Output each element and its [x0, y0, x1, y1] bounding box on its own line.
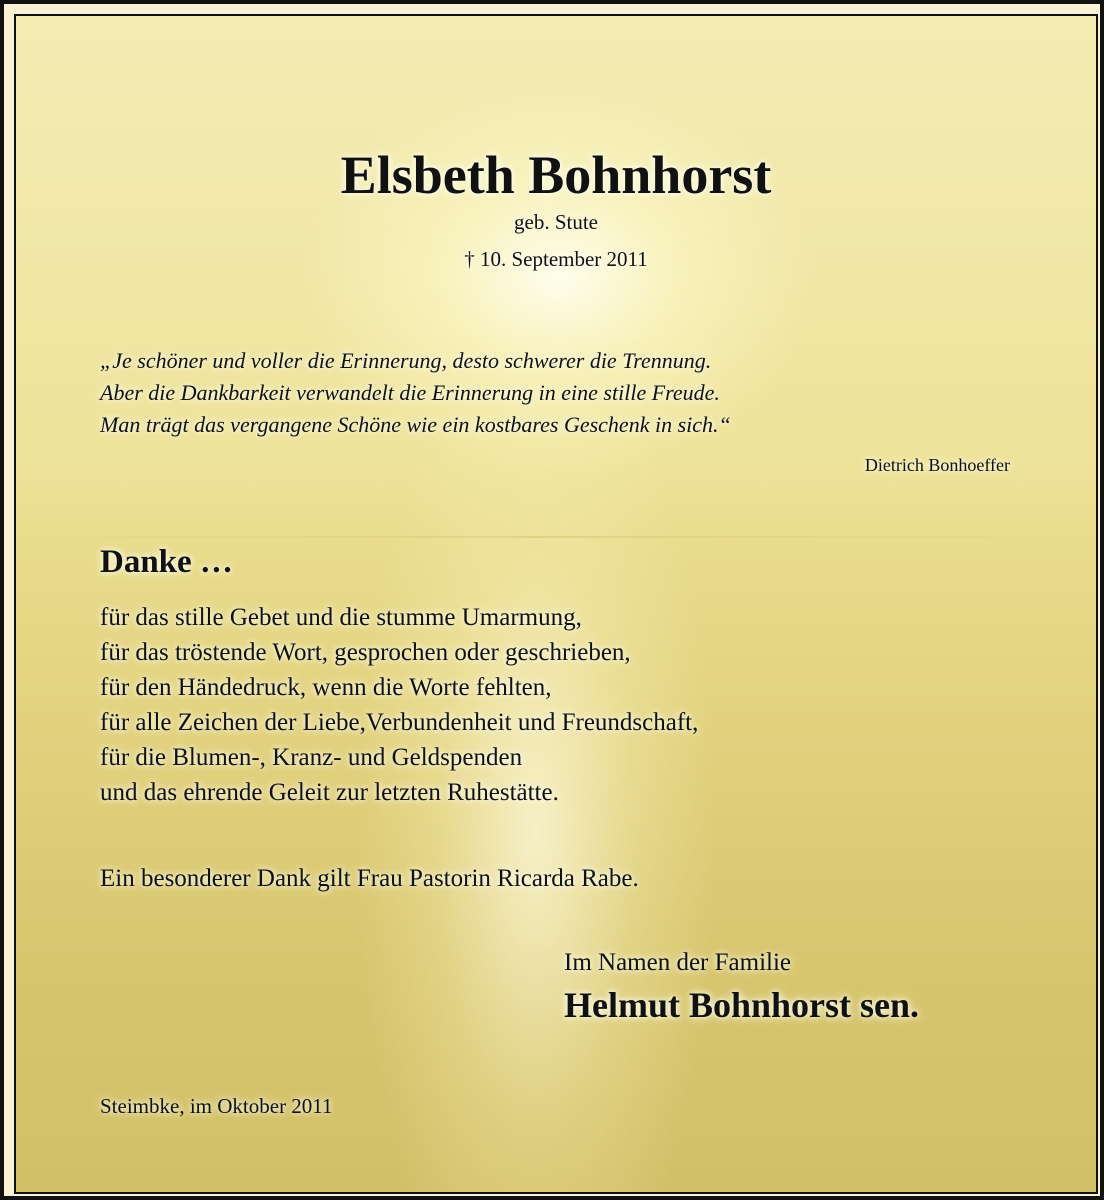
- death-date: † 10. September 2011: [464, 247, 648, 271]
- quote-line: „Je schöner und voller die Erinnerung, desto schwerer die Trennung.: [100, 348, 712, 373]
- thanks-list: [100, 600, 698, 810]
- birth-name: geb. Stute: [514, 210, 598, 234]
- bonhoeffer-quote: [100, 345, 1040, 441]
- quote-line: Man trägt das vergangene Schöne wie ein kostbares Geschenk in sich.“: [100, 412, 731, 437]
- quote-author: Dietrich Bonhoeffer: [864, 455, 1010, 475]
- deceased-name: Elsbeth Bohnhorst: [340, 145, 772, 205]
- place-date: Steimbke, im Oktober 2011: [100, 1094, 333, 1118]
- notice-panel: [14, 14, 1098, 1194]
- thanks-line: für das stille Gebet und die stumme Umarmung,: [100, 604, 582, 631]
- thanks-line: für alle Zeichen der Liebe,Verbundenheit und Freundschaft,: [100, 709, 699, 736]
- thanks-heading: Danke …: [100, 544, 233, 580]
- thanks-line: und das ehrende Geleit zur letzten Ruhestätte.: [100, 779, 559, 806]
- family-signatory: Helmut Bohnhorst sen.: [564, 985, 920, 1025]
- thanks-line: für den Händedruck, wenn die Worte fehlten,: [100, 674, 552, 701]
- sea-horizon: [16, 536, 1096, 538]
- thanks-line: für das tröstende Wort, gesprochen oder geschrieben,: [100, 639, 631, 666]
- thanks-line: für die Blumen-, Kranz- und Geldspenden: [100, 744, 523, 771]
- quote-line: Aber die Dankbarkeit verwandelt die Erinnerung in eine stille Freude.: [100, 380, 720, 405]
- special-thanks: Ein besonderer Dank gilt Frau Pastorin Ricarda Rabe.: [100, 865, 639, 892]
- family-intro: Im Namen der Familie: [564, 949, 792, 976]
